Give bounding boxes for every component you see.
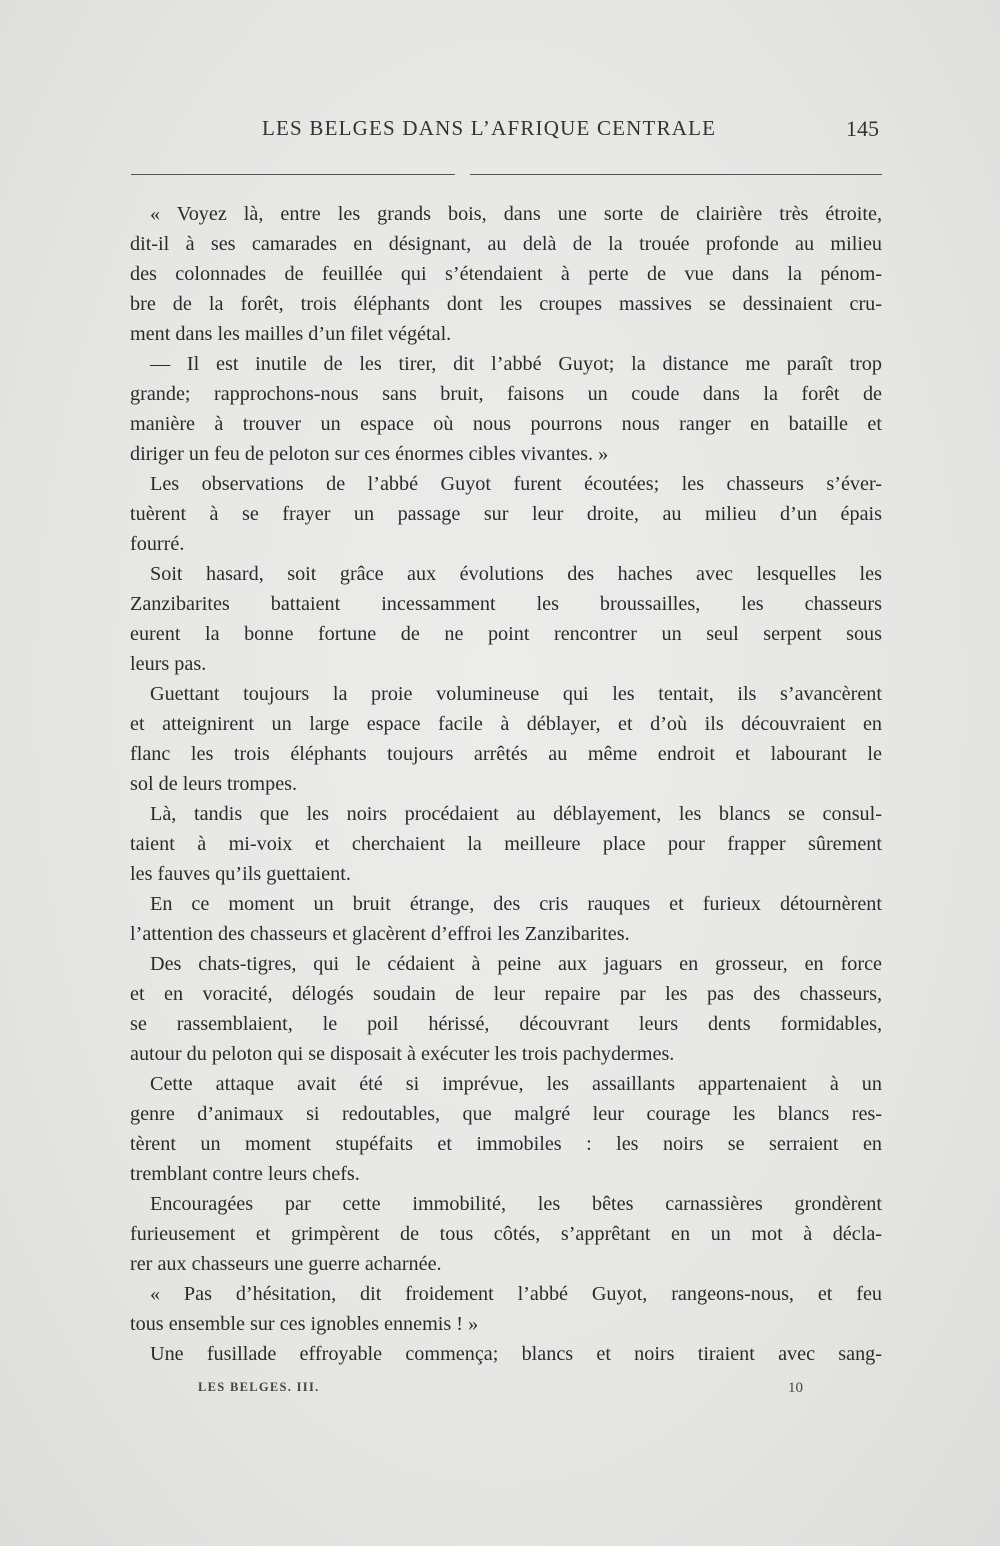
text-line: Guettant toujours la proie volumineuse qui les tentait, ils s’avancèrent xyxy=(150,683,882,705)
sheet-number: 10 xyxy=(788,1380,803,1396)
text-line: autour du peloton qui se disposait à exécuter les trois pachydermes. xyxy=(130,1043,675,1065)
text-line: Soit hasard, soit grâce aux évolutions des haches avec lesquelles les xyxy=(150,563,882,585)
text-line: diriger un feu de peloton sur ces énormes cibles vivantes. » xyxy=(130,443,609,465)
text-line: Là, tandis que les noirs procédaient au déblayement, les blancs se consul- xyxy=(150,803,882,825)
text-line: flanc les trois éléphants toujours arrêtés au même endroit et labourant le xyxy=(130,743,882,765)
text-line: Une fusillade effroyable commença; blancs et noirs tiraient avec sang- xyxy=(150,1343,882,1365)
text-line: l’attention des chasseurs et glacèrent d’effroi les Zanzibarites. xyxy=(130,923,630,945)
text-line: Encouragées par cette immobilité, les bêtes carnassières grondèrent xyxy=(150,1193,882,1215)
signature-mark: LES BELGES. III. xyxy=(198,1380,320,1394)
text-line: bre de la forêt, trois éléphants dont les croupes massives se dessinaient cru- xyxy=(130,293,882,315)
page-number: 145 xyxy=(846,116,879,141)
text-line: En ce moment un bruit étrange, des cris rauques et furieux détournèrent xyxy=(150,893,882,915)
text-line: les fauves qu’ils guettaient. xyxy=(130,863,351,885)
text-line: manière à trouver un espace où nous pourrons nous ranger en bataille et xyxy=(130,413,882,435)
body-text xyxy=(130,199,882,1369)
text-line: « Voyez là, entre les grands bois, dans une sorte de clairière très étroite, xyxy=(150,203,882,225)
text-line: — Il est inutile de les tirer, dit l’abbé Guyot; la distance me paraît trop xyxy=(150,353,882,375)
running-title: LES BELGES DANS L’AFRIQUE CENTRALE xyxy=(262,116,717,140)
text-line: des colonnades de feuillée qui s’étendaient à perte de vue dans la pénom- xyxy=(130,263,882,285)
text-line: ment dans les mailles d’un filet végétal. xyxy=(130,323,452,345)
text-line: tèrent un moment stupéfaits et immobiles : les noirs se serraient en xyxy=(130,1133,882,1155)
text-line: et atteignirent un large espace facile à déblayer, et d’où ils découvraient en xyxy=(130,713,882,735)
text-line: et en voracité, délogés soudain de leur repaire par les pas des chasseurs, xyxy=(130,983,882,1005)
header-rule-left xyxy=(131,174,455,175)
text-line: leurs pas. xyxy=(130,653,207,675)
text-line: Des chats-tigres, qui le cédaient à peine aux jaguars en grosseur, en force xyxy=(150,953,882,975)
text-line: « Pas d’hésitation, dit froidement l’abbé Guyot, rangeons-nous, et feu xyxy=(150,1283,882,1305)
text-line: tuèrent à se frayer un passage sur leur droite, au milieu d’un épais xyxy=(130,503,882,525)
text-line: rer aux chasseurs une guerre acharnée. xyxy=(130,1253,442,1275)
text-line: fourré. xyxy=(130,533,185,555)
text-line: se rassemblaient, le poil hérissé, découvrant leurs dents formidables, xyxy=(130,1013,882,1035)
page-footer xyxy=(0,1380,1000,1404)
text-line: tous ensemble sur ces ignobles ennemis ! » xyxy=(130,1313,479,1335)
text-line: dit-il à ses camarades en désignant, au delà de la trouée profonde au milieu xyxy=(130,233,882,255)
text-line: furieusement et grimpèrent de tous côtés, s’apprêtant en un mot à décla- xyxy=(130,1223,882,1245)
text-line: Zanzibarites battaient incessamment les broussailles, les chasseurs xyxy=(130,593,882,615)
text-line: Les observations de l’abbé Guyot furent écoutées; les chasseurs s’éver- xyxy=(150,473,882,495)
text-line: grande; rapprochons-nous sans bruit, faisons un coude dans la forêt de xyxy=(130,383,882,405)
text-line: eurent la bonne fortune de ne point rencontrer un seul serpent sous xyxy=(130,623,882,645)
running-head xyxy=(0,116,1000,146)
text-line: tremblant contre leurs chefs. xyxy=(130,1163,360,1185)
text-line: sol de leurs trompes. xyxy=(130,773,298,795)
text-line: taient à mi-voix et cherchaient la meilleure place pour frapper sûrement xyxy=(130,833,882,855)
header-rule-right xyxy=(470,174,882,175)
text-line: Cette attaque avait été si imprévue, les assaillants appartenaient à un xyxy=(150,1073,882,1095)
text-line: genre d’animaux si redoutables, que malgré leur courage les blancs res- xyxy=(130,1103,882,1125)
